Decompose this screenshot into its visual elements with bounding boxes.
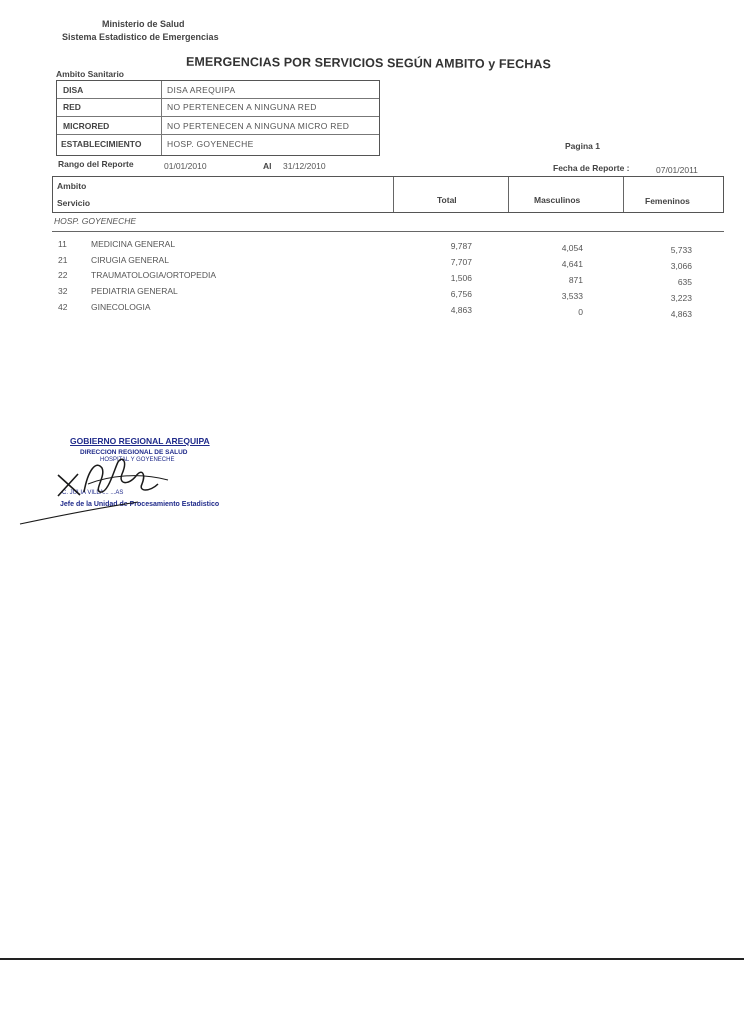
service-code: 42 — [58, 302, 68, 312]
femeninos-value: 635 — [677, 277, 692, 287]
scan-edge — [0, 958, 744, 960]
column-header-total: Total — [437, 195, 457, 205]
ambito-value: DISA AREQUIPA — [167, 85, 236, 95]
service-name: TRAUMATOLOGIA/ORTOPEDIA — [91, 270, 217, 280]
range-from: 01/01/2010 — [164, 161, 207, 171]
femeninos-value: 3,223 — [670, 293, 692, 303]
column-header-masculinos: Masculinos — [534, 195, 581, 205]
ambito-heading: Ambito Sanitario — [56, 69, 125, 79]
group-divider — [52, 231, 724, 232]
service-code: 32 — [58, 286, 68, 296]
ambito-row-establecimiento — [57, 135, 379, 152]
range-to-label: Al — [263, 161, 272, 171]
page-number: Pagina 1 — [565, 141, 600, 151]
total-value: 7,707 — [450, 257, 472, 267]
femeninos-value: 3,066 — [670, 261, 692, 271]
ambito-value: NO PERTENECEN A NINGUNA MICRO RED — [167, 121, 350, 131]
service-name: PEDIATRIA GENERAL — [91, 286, 178, 296]
report-title: EMERGENCIAS POR SERVICIOS SEGÚN AMBITO y FECHAS — [185, 54, 551, 72]
ambito-label: MICRORED — [63, 121, 110, 131]
ambito-value: HOSP. GOYENECHE — [167, 139, 254, 149]
total-value: 4,863 — [450, 305, 472, 315]
service-name: MEDICINA GENERAL — [91, 239, 176, 249]
ambito-value: NO PERTENECEN A NINGUNA RED — [167, 102, 317, 112]
service-code: 11 — [58, 239, 67, 249]
system-name: Sistema Estadistico de Emergencias — [62, 32, 219, 42]
column-header-servicio: Servicio — [57, 198, 91, 208]
masculinos-value: 871 — [568, 275, 583, 285]
service-name: GINECOLOGIA — [91, 302, 151, 312]
column-header-ambito: Ambito — [57, 181, 87, 191]
service-name: CIRUGIA GENERAL — [91, 255, 169, 265]
masculinos-value: 4,641 — [561, 259, 583, 269]
ambito-box — [56, 80, 380, 156]
total-value: 9,787 — [450, 241, 472, 251]
table-header — [52, 176, 724, 213]
stamp-position: Jefe de la Unidad de Procesamiento Estadistico — [60, 501, 220, 508]
ambito-row-red — [57, 99, 379, 117]
report-date: 07/01/2011 — [656, 165, 698, 175]
ambito-label: DISA — [63, 85, 84, 95]
total-value: 1,506 — [450, 273, 472, 283]
ministry-name: Ministerio de Salud — [102, 19, 185, 29]
femeninos-value: 4,863 — [670, 309, 692, 319]
stamp-hospital: HOSPITAL Y GOYENECHE — [100, 457, 175, 463]
masculinos-value: 0 — [578, 307, 583, 317]
report-date-label: Fecha de Reporte : — [553, 163, 630, 173]
femeninos-value: 5,733 — [670, 245, 692, 255]
stamp-org: GOBIERNO REGIONAL AREQUIPA — [70, 436, 210, 446]
stamp-signer: C. JULIA VILLA... ...AS — [62, 490, 124, 496]
total-value: 6,756 — [450, 289, 472, 299]
service-code: 22 — [58, 270, 68, 280]
service-code: 21 — [58, 255, 68, 265]
group-label: HOSP. GOYENECHE — [54, 216, 137, 226]
range-label: Rango del Reporte — [58, 159, 134, 169]
range-to: 31/12/2010 — [283, 161, 326, 171]
signature-image — [18, 450, 228, 530]
ambito-label: ESTABLECIMIENTO — [61, 139, 142, 149]
ambito-label: RED — [63, 102, 81, 112]
ambito-row-disa — [57, 81, 379, 99]
stamp-direction: DIRECCION REGIONAL DE SALUD — [80, 449, 188, 456]
column-header-femeninos: Femeninos — [645, 196, 690, 206]
masculinos-value: 3,533 — [561, 291, 583, 301]
ambito-row-microred — [57, 117, 379, 135]
masculinos-value: 4,054 — [561, 243, 583, 253]
